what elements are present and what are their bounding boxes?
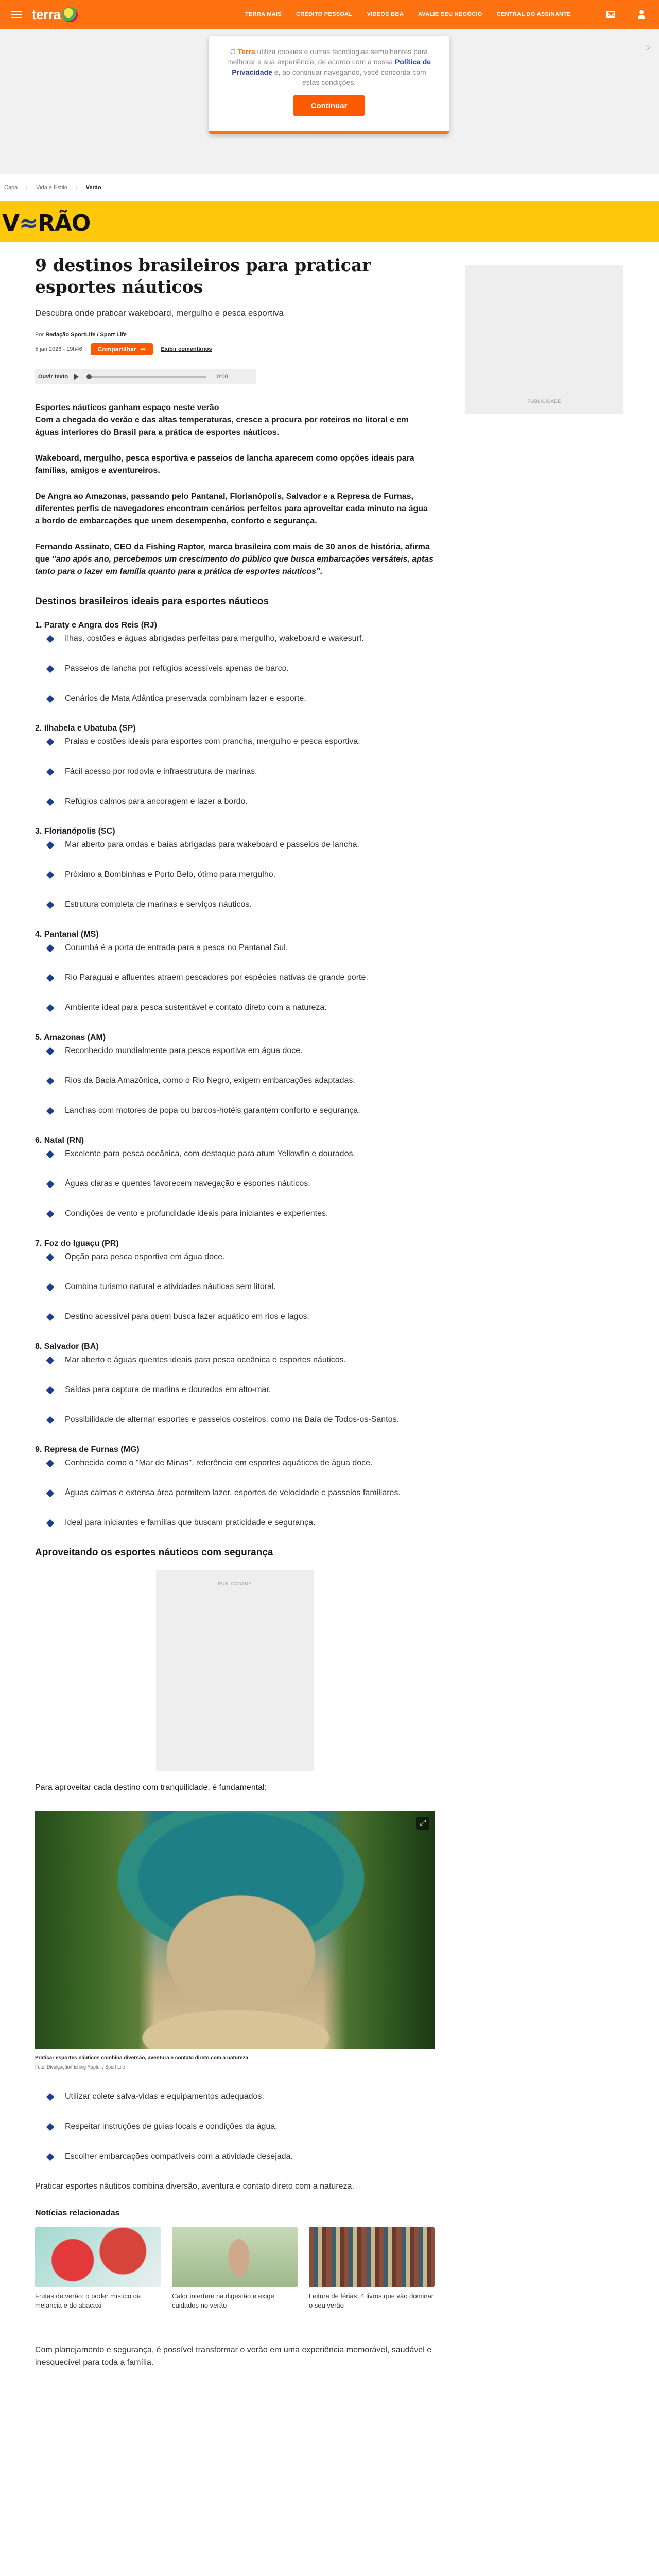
- list-item: Escolher embarcações compatíveis com a atividade desejada.: [35, 2150, 435, 2163]
- top-nav: [238, 0, 578, 29]
- list-item: Combina turismo natural e atividades náuticas sem litoral.: [35, 1281, 435, 1293]
- chevron-right-icon: ›: [75, 184, 78, 191]
- photo-caption: Praticar esportes náuticos combina diversão, aventura e contato direto com a natureza: [35, 2055, 249, 2061]
- paragraph-1: Esportes náuticos ganham espaço neste verão Com a chegada do verão e das altas temperaturas, cresce a procura por roteiros no litoral e em águas interiores do Brasil para a prática de esportes náuticos.: [35, 403, 409, 437]
- list-item: Próximo a Bombinhas e Porto Belo, ótimo para mergulho.: [35, 869, 435, 881]
- related-headline[interactable]: Leitura de férias: 4 livros que vão dominar o seu verão: [309, 2292, 434, 2309]
- menu-icon[interactable]: [11, 11, 22, 18]
- privacy-policy-link[interactable]: Política de Privacidade: [232, 58, 431, 76]
- comments-link[interactable]: Exibir comentários: [161, 346, 212, 352]
- list-item: Utilizar colete salva-vidas e equipamentos adequados.: [35, 2091, 435, 2103]
- summer-brand-band: [0, 201, 659, 242]
- related-headline[interactable]: Calor interfere na digestão e exige cuidados no verão: [172, 2292, 274, 2309]
- list-item: Opção para pesca esportiva em água doce.: [35, 1251, 435, 1263]
- audio-time: 0:00: [217, 374, 228, 380]
- nav-central-do-assinante[interactable]: CENTRAL DO ASSINANTE: [496, 11, 571, 18]
- logo-text: terra: [32, 6, 61, 22]
- user-icon[interactable]: [637, 10, 646, 19]
- top-icons: [606, 0, 646, 29]
- share-button[interactable]: Compartilhar ➦: [91, 343, 153, 355]
- ad-choices-icon[interactable]: ▷: [646, 43, 651, 51]
- list-item: Ideal para iniciantes e famílias que buscam praticidade e segurança.: [35, 1517, 435, 1529]
- inline-ad: [156, 1570, 314, 1771]
- safety-list: [35, 2091, 435, 2163]
- ad-banner-area: [0, 29, 659, 174]
- related-news-heading: Notícias relacionadas: [35, 2209, 120, 2217]
- article-body: [35, 402, 435, 2369]
- destination-heading: 7. Foz do Iguaçu (PR): [35, 1239, 119, 1248]
- list-item: Praias e costões ideais para esportes com prancha, mergulho e pesca esportiva.: [35, 736, 435, 748]
- safety-summary: Praticar esportes náuticos combina diversão, aventura e contato direto com a natureza.: [35, 2182, 354, 2191]
- list-item: Rios da Bacia Amazônica, como o Rio Negro, exigem embarcações adaptadas.: [35, 1075, 435, 1087]
- section-safety-heading: Aproveitando os esportes náuticos com segurança: [35, 1547, 273, 1558]
- top-bar: [0, 0, 659, 29]
- logo-ball-icon: [62, 7, 78, 22]
- continue-button[interactable]: Continuar: [293, 95, 365, 116]
- list-item: Refúgios calmos para ancoragem e lazer a bordo.: [35, 795, 435, 808]
- breadcrumb-capa[interactable]: Capa: [4, 184, 18, 191]
- paragraph-4: Fernando Assinato, CEO da Fishing Raptor, marca brasileira com mais de 30 anos de história, afirma que "ano após ano, percebemos um crescimento do público que busca embarcações versáteis, aptas tanto para o lazer em família quanto para a prática de esportes náuticos".: [35, 543, 434, 576]
- breadcrumb: [0, 174, 659, 201]
- destination-heading: 2. Ilhabela e Ubatuba (SP): [35, 724, 136, 733]
- section-destinations-heading: Destinos brasileiros ideais para esportes náuticos: [35, 596, 269, 607]
- article-subtitle: Descubra onde praticar wakeboard, mergulho e pesca esportiva: [35, 308, 284, 318]
- list-item: Corumbá é a porta de entrada para a pesca no Pantanal Sul.: [35, 942, 435, 954]
- mail-icon[interactable]: [606, 11, 615, 18]
- safety-intro: Para aproveitar cada destino com tranquilidade, é fundamental:: [35, 1783, 267, 1792]
- nav-terra-mais[interactable]: TERRA MAIS: [245, 11, 282, 18]
- nav-videos-bba[interactable]: VIDEOS BBA: [367, 11, 404, 18]
- destination-heading: 4. Pantanal (MS): [35, 930, 99, 939]
- related-card[interactable]: [172, 2227, 298, 2310]
- destination-heading: 9. Represa de Furnas (MG): [35, 1445, 140, 1454]
- breadcrumb-verao[interactable]: Verão: [85, 184, 101, 191]
- list-item: Conhecida como o "Mar de Minas", referência em esportes aquáticos de água doce.: [35, 1457, 435, 1469]
- list-item: Ambiente ideal para pesca sustentável e contato direto com a natureza.: [35, 1002, 435, 1014]
- list-item: Passeios de lancha por refúgios acessíveis apenas de barco.: [35, 663, 435, 675]
- publish-date: 5 jan 2026 - 19h46: [35, 346, 82, 352]
- list-item: Águas calmas e extensa área permitem lazer, esportes de velocidade e passeios familiares.: [35, 1487, 435, 1499]
- list-item: Ilhas, costões e águas abrigadas perfeitas para mergulho, wakeboard e wakesurf.: [35, 633, 435, 645]
- destination-heading: 5. Amazonas (AM): [35, 1033, 106, 1042]
- destination-heading: 8. Salvador (BA): [35, 1342, 99, 1351]
- related-image[interactable]: [309, 2227, 435, 2287]
- sidebar-ad-label: PUBLICIDADE: [527, 399, 561, 404]
- list-item: Excelente para pesca oceânica, com destaque para atum Yellowfin e dourados.: [35, 1148, 435, 1160]
- list-item: Saídas para captura de marlins e dourados em alto-mar.: [35, 1384, 435, 1396]
- ceo-quote: "ano após ano, percebemos um crescimento do público que busca embarcações versáteis, aptas tanto para o lazer em família quanto para a prática de esportes náuticos": [35, 555, 434, 576]
- closing-paragraph: Com planejamento e segurança, é possível transformar o verão em uma experiência memorável, saudável e inesquecível para toda a família.: [35, 2346, 432, 2367]
- list-item: Possibilidade de alternar esportes e passeios costeiros, como na Baía de Todos-os-Santos.: [35, 1414, 435, 1426]
- related-news: [35, 2227, 435, 2310]
- list-item: Águas claras e quentes favorecem navegação e esportes náuticos.: [35, 1178, 435, 1190]
- author: Redação SportLife / Sport Life: [45, 332, 127, 338]
- related-image[interactable]: [172, 2227, 298, 2287]
- play-icon[interactable]: [74, 374, 79, 380]
- audio-label: Ouvir texto: [38, 374, 68, 380]
- share-icon: ➦: [140, 346, 146, 353]
- related-card[interactable]: [35, 2227, 161, 2310]
- list-item: Condições de vento e profundidade ideais para iniciantes e experientes.: [35, 1208, 435, 1220]
- paragraph-3: De Angra ao Amazonas, passando pelo Pantanal, Florianópolis, Salvador e a Represa de Furnas, diferentes perfis de navegadores encontram cenários perfeitos para aproveitar cada minuto na água a bordo de embarcações que unem desempenho, conforto e segurança.: [35, 492, 428, 526]
- related-image[interactable]: [35, 2227, 161, 2287]
- destination-heading: 1. Paraty e Angra dos Reis (RJ): [35, 621, 157, 630]
- destination-heading: 3. Florianópolis (SC): [35, 827, 115, 836]
- audio-scrubber[interactable]: [86, 374, 92, 379]
- verao-logo[interactable]: V≈RÃO: [2, 210, 91, 236]
- article-title: 9 destinos brasileiros para praticar esportes náuticos: [35, 255, 371, 297]
- list-item: Mar aberto e águas quentes ideais para pesca oceânica e esportes náuticos.: [35, 1354, 435, 1366]
- expand-icon[interactable]: ⤢: [416, 1817, 429, 1830]
- nav-avalie-seu-negocio[interactable]: AVALIE SEU NEGÓCIO: [418, 11, 482, 18]
- list-item: Respeitar instruções de guias locais e condições da água.: [35, 2121, 435, 2133]
- destinations-list: [35, 619, 435, 1529]
- breadcrumb-vida-e-estilo[interactable]: Vida e Estilo: [36, 184, 67, 191]
- audio-progress[interactable]: [88, 376, 206, 378]
- list-item: Rio Paraguai e afluentes atraem pescadores por espécies nativas de grande porte.: [35, 972, 435, 984]
- paragraph-2: Wakeboard, mergulho, pesca esportiva e passeios de lancha aparecem como opções ideais para famílias, amigos e aventureiros.: [35, 454, 414, 475]
- related-card[interactable]: [309, 2227, 435, 2310]
- article-photo[interactable]: [35, 1811, 435, 2049]
- cookie-brand: Terra: [237, 47, 255, 56]
- related-headline[interactable]: Frutas de verão: o poder místico da melancia e do abacaxi: [35, 2292, 141, 2309]
- list-item: Lanchas com motores de popa ou barcos-hotéis garantem conforto e segurança.: [35, 1105, 435, 1117]
- cookie-consent-dialog: [209, 36, 449, 134]
- list-item: Destino acessível para quem busca lazer aquático em rios e lagos.: [35, 1311, 435, 1323]
- cookie-message: O Terra utiliza cookies e outras tecnologias semelhantes para melhorar a sua experiência, de acordo com a nossa Política de Privacidade e, ao continuar navegando, você concorda com estas condições.: [227, 47, 431, 87]
- list-item: Reconhecido mundialmente para pesca esportiva em água doce.: [35, 1045, 435, 1057]
- audio-player: [35, 369, 256, 384]
- list-item: Cenários de Mata Atlântica preservada combinam lazer e esporte.: [35, 692, 435, 705]
- lead-heading: Esportes náuticos ganham espaço neste verão: [35, 403, 219, 412]
- list-item: Mar aberto para ondas e baías abrigadas para wakeboard e passeios de lancha.: [35, 839, 435, 851]
- destination-heading: 6. Natal (RN): [35, 1136, 84, 1145]
- article: [35, 255, 435, 2382]
- terra-logo[interactable]: [32, 7, 78, 23]
- byline: Por Redação SportLife / Sport Life: [35, 332, 127, 338]
- list-item: Estrutura completa de marinas e serviços náuticos.: [35, 899, 435, 911]
- list-item: Fácil acesso por rodovia e infraestrutura de marinas.: [35, 766, 435, 778]
- chevron-right-icon: ›: [26, 184, 28, 191]
- nav-credito-pessoal[interactable]: CRÉDITO PESSOAL: [296, 11, 353, 18]
- photo-credit: Foto: Divulgação/Fishing Raptor / Sport Life: [35, 2064, 125, 2070]
- sidebar-ad: [465, 265, 623, 414]
- article-meta: [35, 343, 435, 355]
- inline-ad-label: PUBLICIDADE: [218, 1581, 252, 1586]
